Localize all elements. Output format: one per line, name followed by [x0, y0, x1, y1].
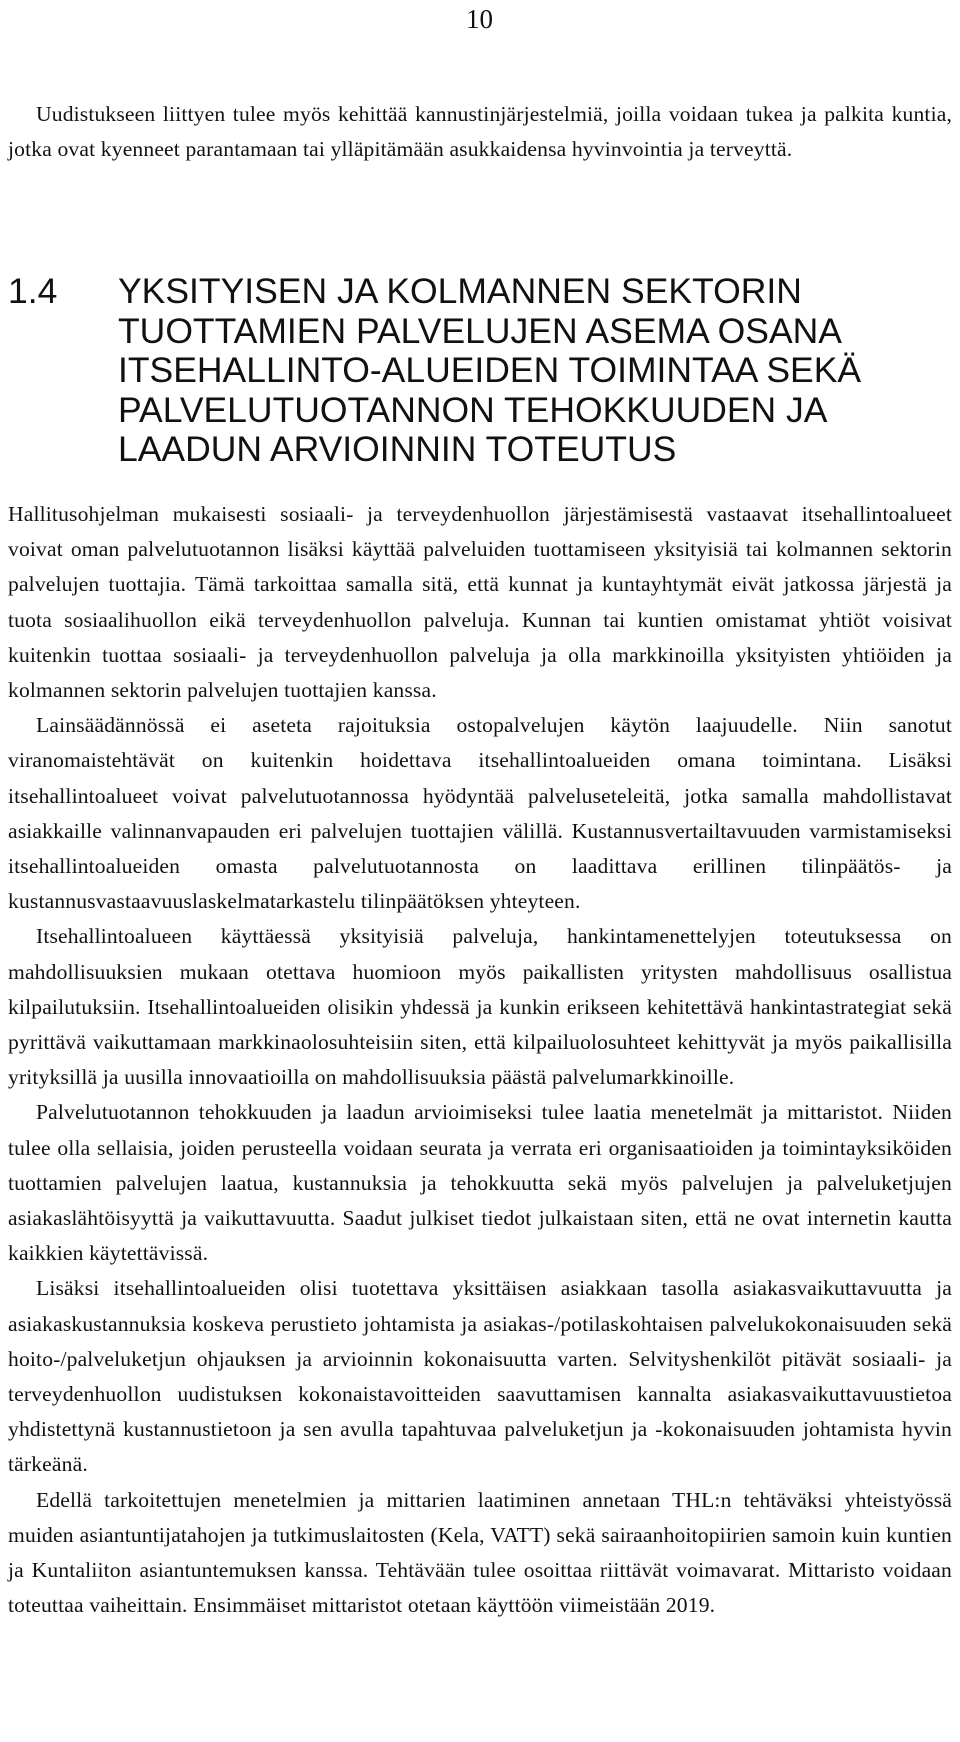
- body-paragraph: Lisäksi itsehallintoalueiden olisi tuotettava yksittäisen asiakkaan tasolla asiakasvaikuttavuutta ja asiakaskustannuksia koskeva perustieto johtamista ja asiakas-/potilaskohtaisen palvelukokonaisuuden sekä hoito-/palveluketjun ohjauksen ja arvioinnin kokonaisuutta varten. Selvityshenkilöt pitävät sosiaali- ja terveydenhuollon uudistuksen kokonaistavoitteiden saavuttamisen kannalta asiakasvaikuttavuustietoa yhdistettynä kustannustietoon ja sen avulla tapahtuvaa palveluketjun ja -kokonaisuuden johtamista hyvin tärkeänä.: [8, 1276, 952, 1477]
- section-title: YKSITYISEN JA KOLMANNEN SEKTORIN TUOTTAMIEN PALVELUJEN ASEMA OSANA ITSEHALLINTO-ALUEIDEN TOIMINTAA SEKÄ PALVELUTUOTANNON TEHOKKUUDEN JA LAADUN ARVIOINNIN TOTEUTUS: [118, 271, 862, 469]
- intro-paragraph: Uudistukseen liittyen tulee myös kehittää kannustinjärjestelmiä, joilla voidaan tukea ja palkita kuntia, jotka ovat kyenneet parantamaan tai ylläpitämään asukkaidensa hyvinvointia ja terveyttä.: [8, 102, 952, 162]
- section-number: 1.4: [8, 271, 58, 311]
- page-number: 10: [466, 4, 493, 34]
- body-paragraph: Lainsäädännössä ei aseteta rajoituksia ostopalvelujen käytön laajuudelle. Niin sanotut viranomaistehtävät on kuitenkin hoidettava itsehallintoalueiden omana toimintana. Lisäksi itsehallintoalueet voivat palvelutuotannossa hyödyntää palveluseteleitä, jotka samalla mahdollistavat asiakkaille valinnanvapauden eri palvelujen tuottajien välillä. Kustannusvertailtavuuden varmistamiseksi itsehallintoalueiden omasta palvelutuotannosta on laadittava erillinen tilinpäätös- ja kustannusvastaavuuslaskelmatarkastelu tilinpäätöksen yhteyteen.: [8, 713, 952, 914]
- section-body: [8, 497, 952, 1624]
- body-paragraph: Edellä tarkoitettujen menetelmien ja mittarien laatiminen annetaan THL:n tehtäväksi yhteistyössä muiden asiantuntijatahojen ja tutkimuslaitosten (Kela, VATT) sekä sairaanhoitopiirien samoin kuin kuntien ja Kuntaliiton asiantuntemuksen kanssa. Tehtävään tulee osoittaa riittävät voimavarat. Mittaristo voidaan toteuttaa vaiheittain. Ensimmäiset mittaristot otetaan käyttöön viimeistään 2019.: [8, 1487, 952, 1618]
- intro-paragraph-block: [8, 97, 952, 167]
- body-paragraph: Palvelutuotannon tehokkuuden ja laadun arvioimiseksi tulee laatia menetelmät ja mittaristot. Niiden tulee olla sellaisia, joiden perusteella voidaan seurata ja verrata eri organisaatioiden ja toimintayksiköiden tuottamien palvelujen laatua, kustannuksia ja tehokkuutta sekä myös palvelujen ja palveluketjujen asiakaslähtöisyyttä ja vaikuttavuutta. Saadut julkiset tiedot julkaistaan siten, että ne ovat internetin kautta kaikkien käytettävissä.: [8, 1100, 952, 1266]
- body-paragraph: Hallitusohjelman mukaisesti sosiaali- ja terveydenhuollon järjestämisestä vastaavat itsehallintoalueet voivat oman palvelutuotannon lisäksi käyttää palveluiden tuottamiseen yksityisiä tai kolmannen sektorin palvelujen tuottajia. Tämä tarkoittaa samalla sitä, että kunnat ja kuntayhtymät eivät jatkossa järjestä ja tuota sosiaalihuollon eikä terveydenhuollon palveluja. Kunnan tai kuntien omistamat yhtiöt voisivat kuitenkin tuottaa sosiaali- ja terveydenhuollon palveluja ja olla markkinoilla yksityisten yhtiöiden ja kolmannen sektorin palvelujen tuottajien kanssa.: [8, 502, 952, 703]
- body-paragraph: Itsehallintoalueen käyttäessä yksityisiä palveluja, hankintamenettelyjen toteutuksessa on mahdollisuuksien mukaan otettava huomioon myös paikallisten yritysten mahdollisuus osallistua kilpailutuksiin. Itsehallintoalueiden olisikin yhdessä ja kunkin erikseen kehitettävä hankintastrategiat sekä pyrittävä vaikuttamaan markkinaolosuhteisiin siten, että kilpailuolosuhteet kehittyvät ja myös paikallisilla yrityksillä ja uusilla innovaatioilla on mahdollisuuksia päästä palvelumarkkinoille.: [8, 924, 952, 1090]
